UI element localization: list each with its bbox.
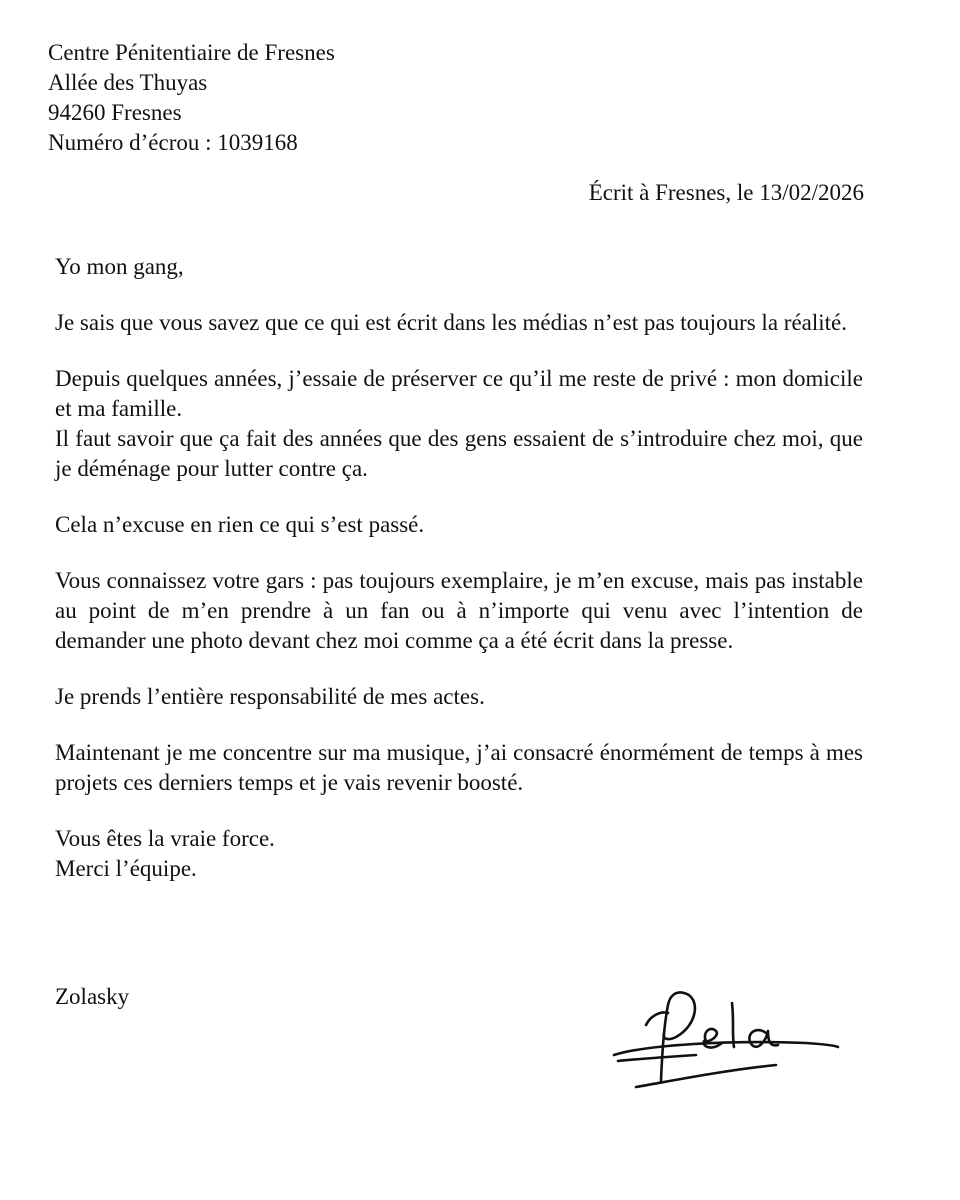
paragraph-privacy-line2: Il faut savoir que ça fait des années que des gens essaient de s’introduire chez moi, que je déménage pour lutter contre ça. — [55, 426, 863, 481]
paragraph-thanks-line2: Merci l’équipe. — [55, 856, 197, 881]
paragraph-apology: Vous connaissez votre gars : pas toujours exemplaire, je m’en excuse, mais pas instable au point de m’en prendre à un fan ou à n’importe qui venu avec l’intention de demander une photo devant chez moi comme ça a été écrit dans la presse. — [55, 568, 863, 653]
paragraph-thanks — [55, 824, 863, 884]
sender-address — [48, 38, 335, 158]
paragraph-thanks-line1: Vous êtes la vraie force. — [55, 826, 275, 851]
signoff-name: Zolasky — [55, 984, 130, 1009]
sender-city: 94260 Fresnes — [48, 100, 182, 125]
paragraph-privacy-line1: Depuis quelques années, j’essaie de préserver ce qu’il me reste de privé : mon domicile et ma famille. — [55, 366, 863, 421]
greeting: Yo mon gang, — [55, 254, 184, 279]
paragraph-responsibility: Je prends l’entière responsabilité de mes actes. — [55, 684, 485, 709]
paragraph-no-excuse: Cela n’excuse en rien ce qui s’est passé. — [55, 512, 425, 537]
sender-inmate-number: Numéro d’écrou : 1039168 — [48, 130, 298, 155]
handwritten-signature — [606, 985, 846, 1095]
sender-institution: Centre Pénitentiaire de Fresnes — [48, 40, 335, 65]
sender-street: Allée des Thuyas — [48, 70, 208, 95]
paragraph-music: Maintenant je me concentre sur ma musique, j’ai consacré énormément de temps à mes projets ces derniers temps et je vais revenir boosté. — [55, 740, 863, 795]
paragraph-privacy — [55, 364, 863, 484]
letter-body — [55, 252, 863, 884]
paragraph-media: Je sais que vous savez que ce qui est écrit dans les médias n’est pas toujours la réalité. — [55, 310, 847, 335]
dateline: Écrit à Fresnes, le 13/02/2026 — [588, 180, 864, 205]
